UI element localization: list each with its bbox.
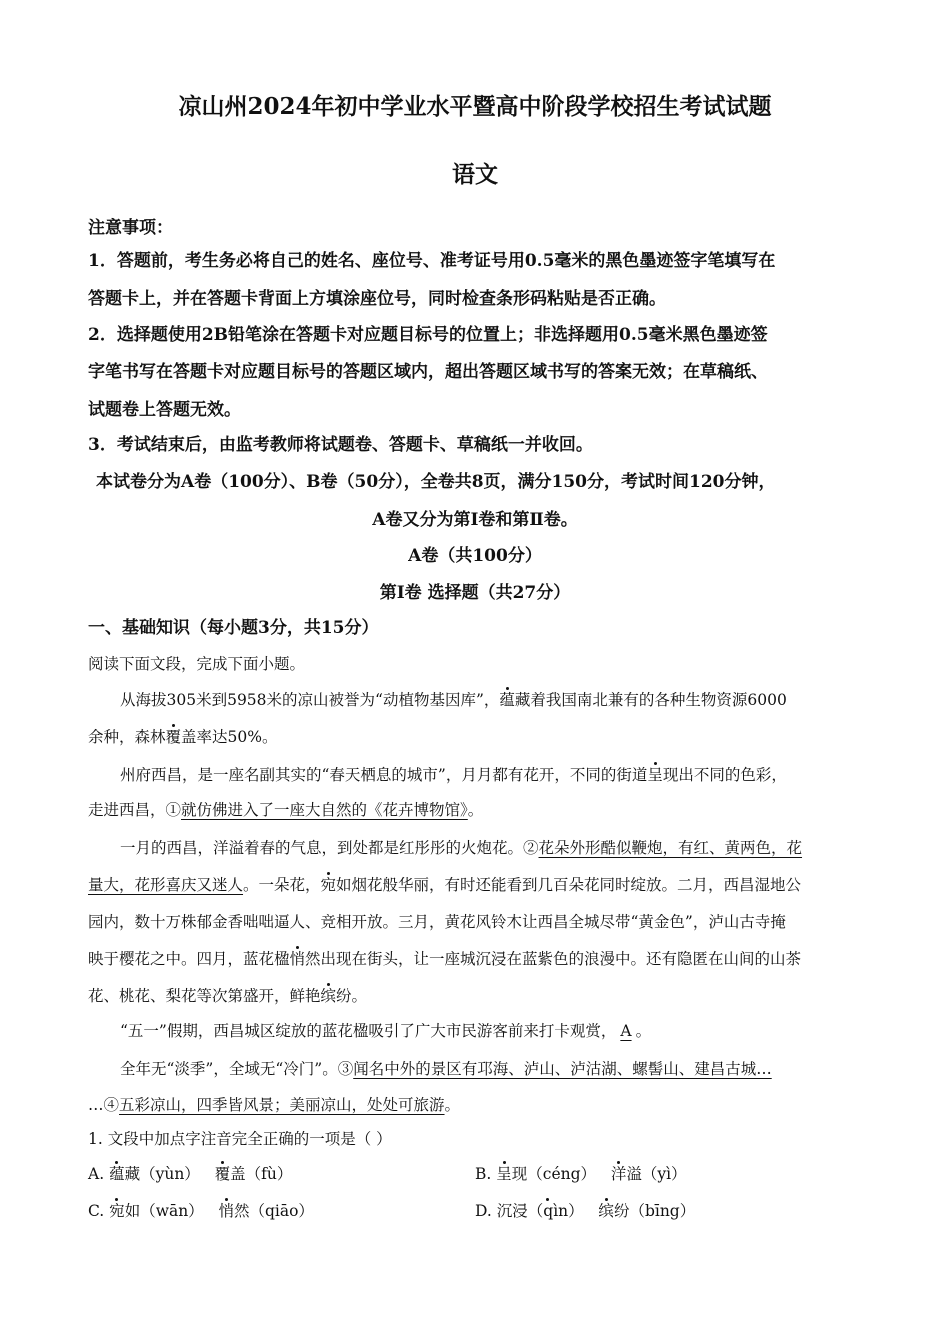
text-segment: 从海拔305米到5958米的凉山被誉为“动植物基因库”， (120, 691, 500, 709)
text-segment: 藏着我国南北兼有的各种生物资源6000 (514, 691, 787, 709)
dotted-character: 覆 (165, 728, 182, 746)
dotted-character: 悄 (289, 950, 306, 968)
text-segment: 藏（yùn） (124, 1165, 200, 1183)
dotted-character: 覆 (214, 1165, 231, 1183)
dotted-character: 浸（qìn） (512, 1202, 584, 1220)
underlined-sentence-3: 闻名中外的景区有邛海、泸山、泸沽湖、螺髻山、建昌古城… (353, 1060, 772, 1078)
paragraph-1-line-1 (120, 688, 787, 710)
paragraph-3-line-4 (88, 947, 801, 969)
text-segment: 纷（bīng） (613, 1202, 696, 1220)
text-segment: 映于樱花之中。四月，蓝花楹 (88, 950, 290, 968)
text-segment: 。 (467, 801, 484, 819)
dotted-character: 洋 (610, 1165, 627, 1183)
underlined-sentence-4: 五彩凉山，四季皆风景；美丽凉山，处处可旅游 (119, 1096, 445, 1114)
dotted-character: 蕴 (109, 1165, 125, 1183)
paragraph-1-line-2 (88, 725, 277, 747)
notice-line-4: 字笔书写在答题卡对应题目标号的答题区域内，超出答题区域书写的答案无效；在草稿纸、 (88, 362, 768, 382)
paragraph-2-line-1 (120, 763, 787, 785)
text-segment: 现（céng） (511, 1165, 597, 1183)
notice-line-2: 答题卡上，并在答题卡背面上方填涂座位号，同时检查条形码粘贴是否正确。 (88, 289, 666, 309)
notice-line-3: 2．选择题使用2B铅笔涂在答题卡对应题目标号的位置上；非选择题用0.5毫米黑色墨迹签 (88, 325, 768, 345)
text-segment: C. (88, 1202, 105, 1220)
text-segment: 余种，森林 (88, 728, 166, 746)
dotted-character: 呈 (647, 766, 663, 784)
underlined-sentence-2b: 量大，花形喜庆又迷人 (88, 876, 244, 894)
dotted-character: 蕴 (499, 691, 515, 709)
underlined-sentence-1: 就仿佛进入了一座大自然的《花卉博物馆》 (181, 801, 468, 819)
dotted-character: 呈 (496, 1165, 512, 1183)
paragraph-5-line-2 (88, 1093, 460, 1115)
dotted-character: 宛 (320, 876, 337, 894)
exam-subject: 语文 (452, 161, 498, 188)
text-segment: 现出不同的色彩， (662, 766, 787, 784)
paragraph-3-line-3: 园内，数十万株郁金香咄咄逼人、竞相开放。三月，黄花风铃木让西昌全城尽带“黄金色”，泸山古寺掩 (88, 913, 786, 931)
dotted-character: 悄 (218, 1202, 234, 1220)
section-1-heading: 一、基础知识（每小题3分，共15分） (88, 618, 379, 638)
text-segment: “五一”假期，西昌城区绽放的蓝花楹吸引了广大市民游客前来打卡观赏， (120, 1022, 617, 1040)
notice-line-1: 1．答题前，考生务必将自己的姓名、座位号、准考证号用0.5毫米的黑色墨迹签字笔填写在 (88, 251, 776, 271)
text-segment: 纷。 (336, 987, 368, 1005)
text-segment: 沉 (496, 1202, 513, 1220)
option-b[interactable] (475, 1162, 687, 1184)
dotted-character: 缤 (320, 987, 337, 1005)
text-segment: A. (88, 1165, 105, 1183)
text-segment: 然（qiāo） (233, 1202, 314, 1220)
option-d[interactable] (475, 1199, 695, 1221)
exam-info-line-2: A卷又分为第Ⅰ卷和第Ⅱ卷。 (372, 510, 578, 530)
text-segment: 全年无“淡季”，全域无“冷门”。③ (120, 1060, 354, 1078)
text-segment: 走进西昌，① (88, 801, 182, 819)
exam-info-line-1: 本试卷分为A卷（100分）、B卷（50分），全卷共8页，满分150分，考试时间120分钟， (96, 472, 776, 492)
notice-line-5: 试题卷上答题无效。 (88, 400, 241, 420)
paragraph-2-line-2 (88, 798, 483, 820)
text-segment: 一月的西昌，洋溢着春的气息，到处都是红彤彤的火炮花。② (120, 839, 539, 857)
text-segment: B. (475, 1165, 492, 1183)
text-segment: 。 (635, 1022, 652, 1040)
text-segment: 然出现在街头，让一座城沉浸在蓝紫色的浪漫中。还有隐匿在山间的山茶 (305, 950, 802, 968)
text-segment: 。一朵花， (243, 876, 321, 894)
notice-line-6: 3．考试结束后，由监考教师将试题卷、答题卡、草稿纸一并收回。 (88, 435, 593, 455)
paragraph-4 (120, 1019, 651, 1041)
text-segment: 花、桃花、梨花等次第盛开，鲜艳 (88, 987, 321, 1005)
text-segment: …④ (88, 1096, 120, 1114)
paragraph-3-line-2 (88, 873, 801, 895)
paragraph-5-line-1 (120, 1057, 772, 1079)
option-c[interactable] (88, 1199, 314, 1221)
text-segment: 盖（fù） (230, 1165, 293, 1183)
section-a-heading: A卷（共100分） (408, 546, 542, 566)
text-segment: 盖率达50%。 (181, 728, 278, 746)
passage-instruction: 阅读下面文段，完成下面小题。 (88, 655, 306, 673)
exam-title: 凉山州2024年初中学业水平暨高中阶段学校招生考试试题 (178, 93, 772, 120)
text-segment: 溢（yì） (626, 1165, 687, 1183)
dotted-character: 宛 (109, 1202, 125, 1220)
paragraph-3-line-5 (88, 984, 367, 1006)
question-1-stem: 1. 文段中加点字注音完全正确的一项是（ ） (88, 1130, 392, 1148)
text-segment: 如（wān） (124, 1202, 204, 1220)
text-segment: 如烟花般华丽，有时还能看到几百朵花同时绽放。二月，西昌湿地公 (336, 876, 802, 894)
option-a[interactable] (88, 1162, 292, 1184)
part-1-heading: 第Ⅰ卷 选择题（共27分） (379, 583, 571, 603)
text-segment: 州府西昌，是一座名副其实的“春天栖息的城市”，月月都有花开，不同的街道 (120, 766, 648, 784)
blank-a: A (620, 1022, 632, 1040)
dotted-character: 缤 (598, 1202, 614, 1220)
text-segment: 。 (444, 1096, 461, 1114)
notice-heading: 注意事项： (88, 218, 173, 238)
paragraph-3-line-1 (120, 836, 802, 858)
text-segment: D. (475, 1202, 492, 1220)
underlined-sentence-2a: 花朵外形酷似鞭炮，有红、黄两色，花 (538, 839, 803, 857)
